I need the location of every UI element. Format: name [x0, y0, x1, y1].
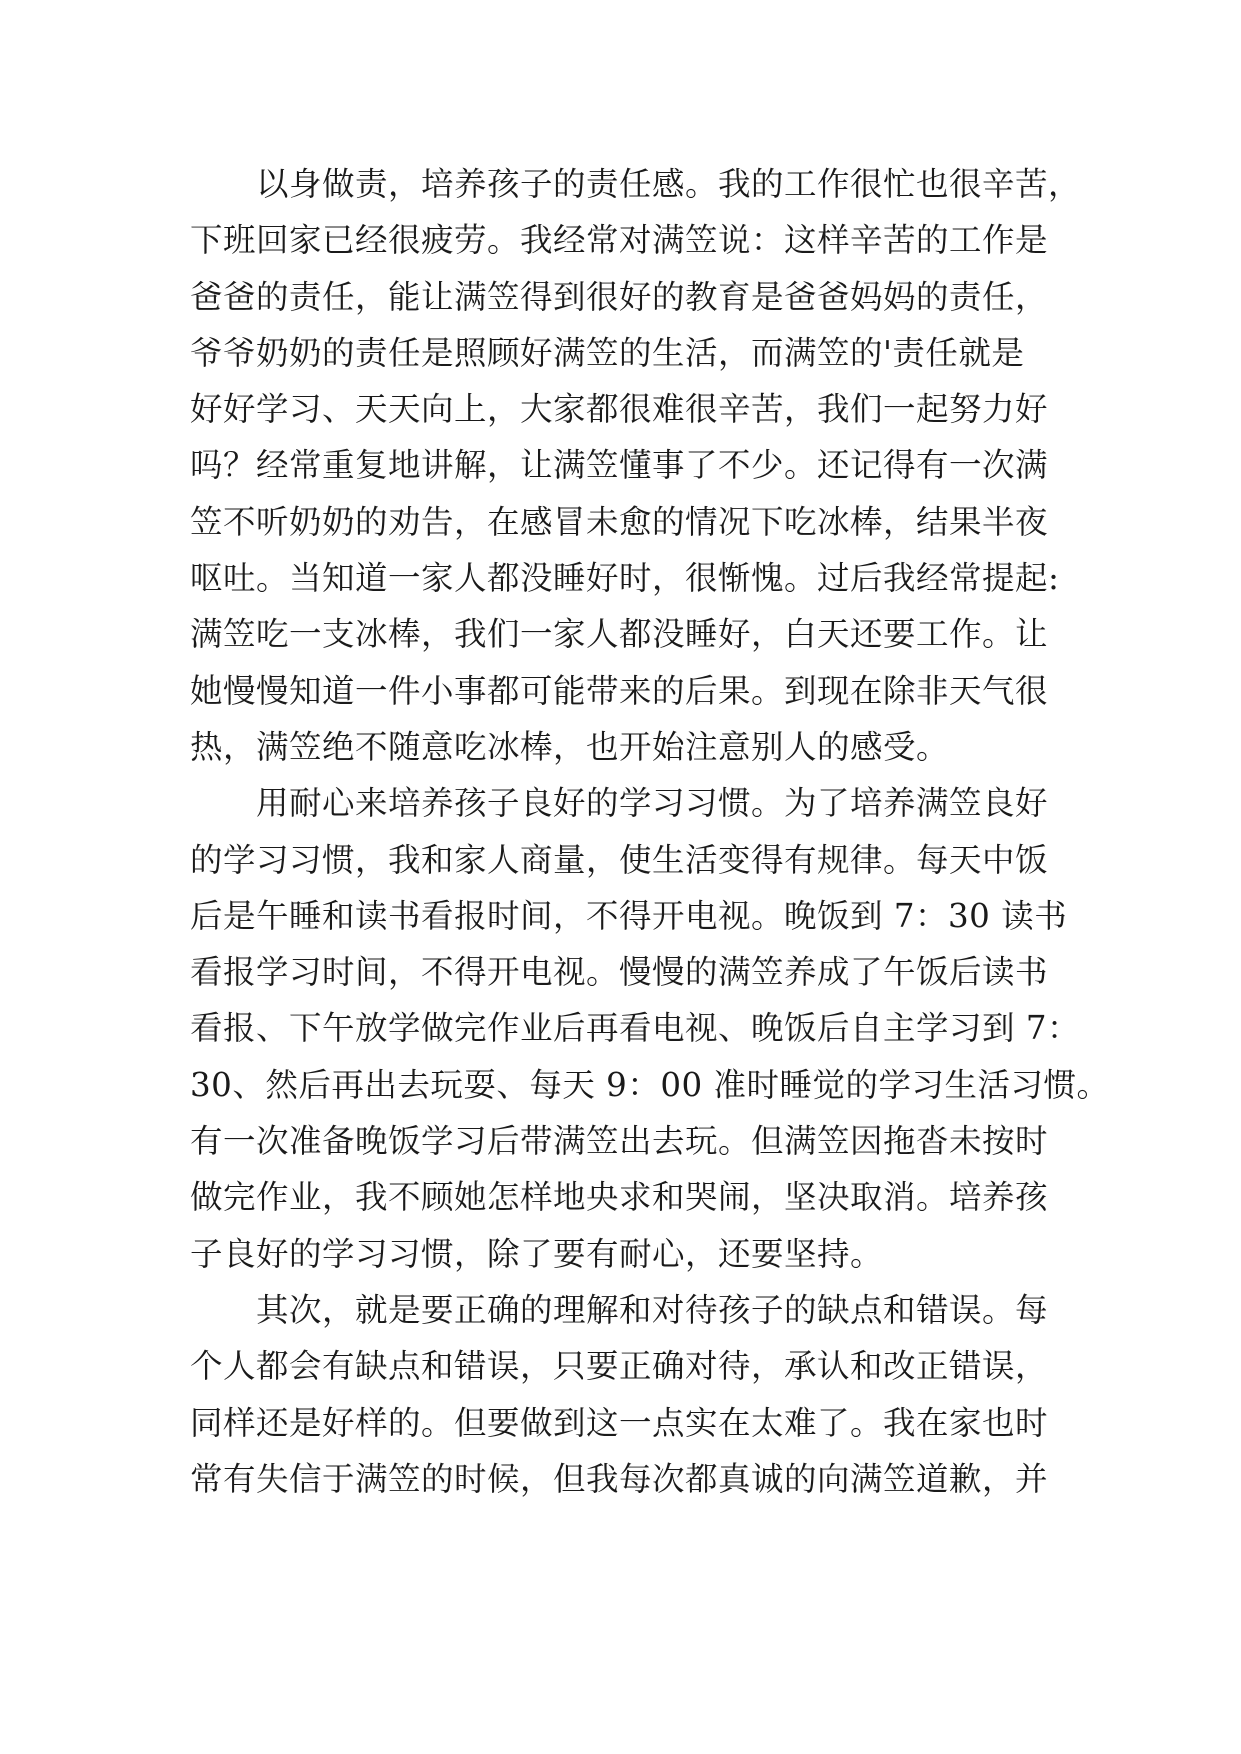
text-line: 呕吐。当知道一家人都没睡好时，很惭愧。过后我经常提起:: [190, 559, 1060, 598]
text-line: 下班回家已经很疲劳。我经常对满笠说：这样辛苦的工作是: [190, 221, 1049, 260]
text-line: 子良好的学习习惯，除了要有耐心，还要坚持。: [190, 1234, 884, 1273]
paragraph-responsibility: [190, 156, 1082, 775]
text-line: 后是午睡和读书看报时间，不得开电视。晚饭到 7：30 读书: [190, 896, 1068, 935]
text-line: 有一次准备晚饭学习后带满笠出去玩。但满笠因拖沓未按时: [190, 1122, 1049, 1161]
text-line: 以身做责，培养孩子的责任感。我的工作很忙也很辛苦，: [256, 165, 1082, 203]
text-line: 热，满笠绝不随意吃冰棒，也开始注意别人的感受。: [190, 727, 950, 766]
text-line: 30、然后再出去玩耍、每天 9：00 准时睡觉的学习生活习惯。: [190, 1065, 1110, 1104]
document-body: [190, 156, 1110, 1507]
text-line: 笠不听奶奶的劝告，在感冒未愈的情况下吃冰棒，结果半夜: [190, 502, 1049, 541]
text-line: 爷爷奶奶的责任是照顾好满笠的生活，而满笠的'责任就是: [190, 333, 1025, 372]
text-line: 其次，就是要正确的理解和对待孩子的缺点和错误。每: [256, 1290, 1049, 1329]
text-line: 同样还是好样的。但要做到这一点实在太难了。我在家也时: [190, 1403, 1049, 1442]
text-line: 个人都会有缺点和错误，只要正确对待，承认和改正错误，: [190, 1347, 1049, 1386]
text-line: 她慢慢知道一件小事都可能带来的后果。到现在除非天气很: [190, 671, 1049, 710]
text-line: 好好学习、天天向上，大家都很难很辛苦，我们一起努力好: [190, 390, 1049, 429]
paragraph-study-habits: [190, 775, 1110, 1282]
text-line: 看报、下午放学做完作业后再看电视、晚饭后自主学习到 7：: [190, 1009, 1081, 1048]
paragraph-mistakes: [190, 1282, 1060, 1507]
text-line: 看报学习时间，不得开电视。慢慢的满笠养成了午饭后读书: [190, 953, 1049, 992]
text-line: 满笠吃一支冰棒，我们一家人都没睡好，白天还要工作。让: [190, 615, 1049, 654]
text-line: 爸爸的责任，能让满笠得到很好的教育是爸爸妈妈的责任，: [190, 277, 1049, 316]
text-line: 做完作业，我不顾她怎样地央求和哭闹，坚决取消。培养孩: [190, 1178, 1049, 1217]
text-line: 常有失信于满笠的时候，但我每次都真诚的向满笠道歉，并: [190, 1459, 1049, 1498]
text-line: 的学习习惯，我和家人商量，使生活变得有规律。每天中饭: [190, 840, 1049, 879]
text-line: 吗？经常重复地讲解，让满笠懂事了不少。还记得有一次满: [190, 446, 1049, 485]
text-line: 用耐心来培养孩子良好的学习习惯。为了培养满笠良好: [256, 784, 1049, 823]
